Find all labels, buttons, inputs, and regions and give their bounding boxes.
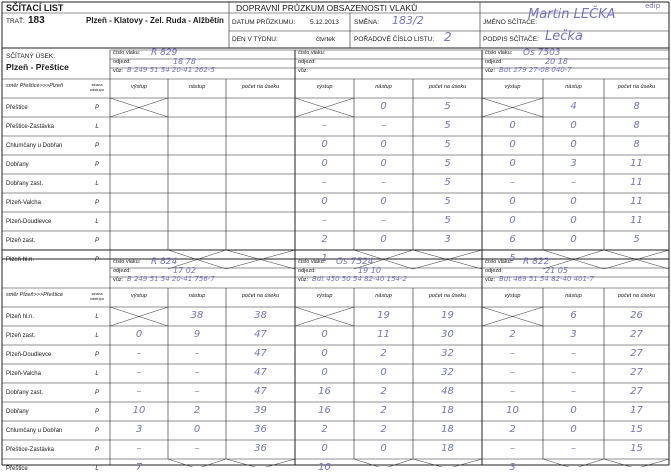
count-value: – <box>571 386 576 397</box>
trat-label: TRAŤ: <box>6 18 25 25</box>
count-value: 19 <box>441 310 454 321</box>
count-value: – <box>322 177 327 188</box>
count-value: 36 <box>254 424 267 435</box>
train-number-value: Os 7524 <box>336 257 374 267</box>
crossed-out-cell <box>295 307 354 326</box>
strana-label-1: strana nástupu <box>89 82 105 92</box>
departure-label: odjezd: <box>485 268 503 274</box>
count-value: 11 <box>630 177 643 188</box>
station-name: Plzeň zast. <box>6 333 36 339</box>
car-value: Bdt 279 27-08 040-7 <box>499 67 572 74</box>
datum-value: 5.12.2013 <box>310 19 339 26</box>
train-number-label: číslo vlaku: <box>298 259 326 265</box>
count-value: 18 <box>441 443 454 454</box>
count-value: 11 <box>630 196 643 207</box>
car-value: Bdt 469 51 54 82-40 401-7 <box>499 276 594 283</box>
count-value: – <box>571 443 576 454</box>
column-header-vystup: výstup <box>504 84 521 90</box>
count-value: 27 <box>630 367 643 378</box>
count-value: 0 <box>193 424 201 435</box>
boarding-side: L <box>95 466 99 472</box>
count-value: 2 <box>380 405 387 416</box>
station-name: Chlumčany u Dobřan <box>6 428 63 434</box>
count-value: 48 <box>441 386 454 397</box>
count-value: 15 <box>630 424 643 435</box>
boarding-side: P <box>94 390 99 396</box>
count-value: 5 <box>444 158 451 169</box>
count-value: 0 <box>570 196 577 207</box>
count-value: 8 <box>633 101 640 112</box>
count-value: 5 <box>444 196 451 207</box>
crossed-out-cell <box>354 459 413 467</box>
column-header-nastup: nástup <box>565 84 582 90</box>
column-header-pocet: počet na úseku <box>428 293 467 299</box>
train-number-value: R 822 <box>523 257 550 267</box>
count-value: 10 <box>132 405 146 416</box>
count-value: 9 <box>193 329 201 340</box>
count-value: – <box>571 367 576 378</box>
boarding-side: P <box>94 447 99 453</box>
count-value: – <box>510 443 515 454</box>
station-name: Dobřany zast. <box>6 181 44 187</box>
crossed-out-cell <box>168 459 226 467</box>
podpis-label: PODPIS SČÍTAČE: <box>483 36 539 43</box>
count-value: – <box>194 367 200 378</box>
car-value: B 249 51 54 20-41 756-7 <box>127 276 215 283</box>
count-value: – <box>136 443 142 454</box>
boarding-side: P <box>94 143 99 149</box>
column-header-vystup: výstup <box>316 84 333 90</box>
count-value: 0 <box>509 215 516 226</box>
station-name: Přeštice <box>6 105 28 111</box>
station-name: Přeštice-Zastávka <box>6 124 55 130</box>
station-name: Plzeň-Valcha <box>6 200 41 206</box>
count-value: 47 <box>254 367 267 378</box>
corner-mark: edip <box>645 2 661 10</box>
count-value: – <box>322 120 327 131</box>
count-value: 5 <box>444 215 451 226</box>
count-value: 19 <box>377 310 390 321</box>
count-value: 0 <box>509 120 516 131</box>
count-value: 47 <box>254 329 267 340</box>
count-value: 0 <box>135 329 143 340</box>
crossed-out-cell <box>226 459 295 467</box>
departure-value: 17 02 <box>173 266 196 275</box>
count-value: 6 <box>570 310 577 321</box>
count-value: 8 <box>633 120 640 131</box>
doc-title: DOPRAVNÍ PRŮZKUM OBSAZENOSTI VLAKŮ <box>236 3 418 13</box>
departure-value: 19 10 <box>358 266 381 275</box>
car-value: B 249 51 54 20-41 262-5 <box>127 67 215 74</box>
count-value: 5 <box>444 139 451 150</box>
datum-label: DATUM PRŮZKUMU: <box>232 19 296 26</box>
station-name: Přeštice-Zastávka <box>6 447 55 453</box>
column-header-nastup: nástup <box>188 84 206 90</box>
count-value: 0 <box>321 329 328 340</box>
count-value: – <box>510 386 515 397</box>
count-value: 2 <box>509 424 516 435</box>
column-header-nastup: nástup <box>565 293 582 299</box>
count-value: 26 <box>630 310 643 321</box>
count-value: 2 <box>380 348 387 359</box>
count-value: 16 <box>318 386 331 397</box>
jmeno-value: Martin LEČKA <box>528 7 616 22</box>
count-value: 2 <box>509 329 516 340</box>
count-value: 0 <box>380 443 387 454</box>
count-value: – <box>510 177 515 188</box>
column-header-vystup: výstup <box>131 84 147 90</box>
departure-label: odjezd: <box>298 59 316 65</box>
count-value: – <box>322 215 327 226</box>
crossed-out-cell <box>110 307 168 326</box>
doc-label: SČÍTACÍ LIST <box>6 3 64 13</box>
count-value: 8 <box>633 139 640 150</box>
column-header-nastup: nástup <box>188 293 206 299</box>
car-label: vůz: <box>298 277 309 283</box>
count-value: 0 <box>570 139 577 150</box>
count-value: 0 <box>509 139 516 150</box>
count-value: 18 <box>441 405 454 416</box>
car-value: Bdt 450 50 54 82-40 154-2 <box>312 276 407 283</box>
count-value: 3 <box>135 424 143 435</box>
departure-label: odjezd: <box>485 59 503 65</box>
boarding-side: L <box>95 124 99 130</box>
crossed-out-cell <box>543 459 604 467</box>
boarding-side: P <box>94 428 99 434</box>
count-value: 3 <box>444 234 451 245</box>
crossed-out-cell <box>413 459 482 467</box>
column-header-nastup: nástup <box>375 293 392 299</box>
count-value: 30 <box>441 329 454 340</box>
boarding-side: P <box>94 257 99 263</box>
count-value: – <box>381 120 386 131</box>
count-value: 0 <box>509 196 516 207</box>
count-value: – <box>194 348 200 359</box>
boarding-side: P <box>94 200 99 206</box>
car-label: vůz: <box>485 277 496 283</box>
count-value: 16 <box>318 405 331 416</box>
usek-value: Plzeň - Přeštice <box>6 62 69 72</box>
count-value: 0 <box>321 196 328 207</box>
smena-value: 183/2 <box>392 14 424 27</box>
count-value: 0 <box>321 348 328 359</box>
count-value: 0 <box>380 196 387 207</box>
count-value: 27 <box>630 329 643 340</box>
count-value: 38 <box>190 310 204 321</box>
train-number-label: číslo vlaku: <box>113 259 141 265</box>
podpis-value: Lečka <box>545 29 583 44</box>
count-value: 4 <box>570 101 577 112</box>
station-name: Dobřany zast. <box>6 390 44 396</box>
car-label: vůz: <box>113 277 124 283</box>
train-number-label: číslo vlaku: <box>485 259 513 265</box>
crossed-out-cell <box>482 98 543 117</box>
count-value: 1 <box>321 253 328 264</box>
crossed-out-cell <box>482 307 543 326</box>
boarding-side: P <box>94 409 99 415</box>
count-value: 0 <box>380 139 387 150</box>
station-name: Plzeň-Doudlevce <box>6 352 52 358</box>
count-value: – <box>136 348 142 359</box>
column-header-pocet: počet na úseku <box>617 293 656 299</box>
direction-label-1: směr Přeštice>>>Plzeň <box>6 83 64 89</box>
column-header-nastup: nástup <box>375 84 392 90</box>
count-value: – <box>571 348 576 359</box>
count-value: 32 <box>441 367 454 378</box>
count-value: – <box>194 386 200 397</box>
boarding-side: L <box>95 371 99 377</box>
count-value: 0 <box>570 120 577 131</box>
count-value: 11 <box>630 158 643 169</box>
usek-label: SČÍTANÝ ÚSEK: <box>6 53 56 60</box>
car-label: vůz: <box>298 68 309 74</box>
den-value: čtvrtek <box>316 36 336 43</box>
count-value: 3 <box>509 462 516 473</box>
count-value: 0 <box>380 234 387 245</box>
count-value: 5 <box>509 253 516 264</box>
count-value: – <box>194 443 200 454</box>
boarding-side: P <box>94 105 99 111</box>
count-value: 0 <box>570 424 577 435</box>
smena-label: SMĚNA: <box>354 19 379 26</box>
departure-label: odjezd: <box>113 59 131 65</box>
count-value: 27 <box>630 348 643 359</box>
boarding-side: P <box>94 162 99 168</box>
direction-label-2: směr Plzeň>>>Přeštice <box>6 292 64 298</box>
count-value: 5 <box>444 177 451 188</box>
count-value: – <box>510 348 515 359</box>
crossed-out-cell <box>604 459 669 467</box>
count-value: 15 <box>630 443 643 454</box>
count-value: 0 <box>570 405 577 416</box>
count-value: – <box>136 367 142 378</box>
train-number-label: číslo vlaku: <box>485 50 513 56</box>
car-label: vůz: <box>485 68 496 74</box>
count-value: 0 <box>321 158 328 169</box>
count-value: 11 <box>377 329 390 340</box>
trat-value: 183 <box>28 15 45 26</box>
count-value: 5 <box>633 234 640 245</box>
station-name: Plzeň-Valcha <box>6 371 41 377</box>
boarding-side: P <box>94 238 99 244</box>
car-label: vůz: <box>113 68 124 74</box>
station-name: Chlumčany u Dobřan <box>6 143 63 149</box>
count-value: 5 <box>444 120 451 131</box>
count-value: – <box>136 386 142 397</box>
count-value: 0 <box>380 367 387 378</box>
boarding-side: L <box>95 314 99 320</box>
boarding-side: P <box>94 352 99 358</box>
count-value: 17 <box>630 405 643 416</box>
count-value: 2 <box>321 424 328 435</box>
count-value: – <box>510 367 515 378</box>
count-value: 2 <box>380 386 387 397</box>
count-value: 2 <box>321 234 328 245</box>
count-value: 18 <box>441 424 454 435</box>
boarding-side: L <box>95 181 99 187</box>
column-header-vystup: výstup <box>131 293 147 299</box>
count-value: 6 <box>509 234 516 245</box>
station-name: Dobřany <box>6 409 29 415</box>
count-value: 0 <box>321 139 328 150</box>
strana-label-2: strana nástupu <box>89 291 105 301</box>
count-value: 3 <box>570 158 577 169</box>
den-label: DEN V TÝDNU: <box>232 36 278 43</box>
count-value: 32 <box>441 348 454 359</box>
count-value: 47 <box>254 386 267 397</box>
count-value: 11 <box>630 215 643 226</box>
jmeno-label: JMÉNO SČÍTAČE: <box>483 19 538 26</box>
count-value: 0 <box>570 234 577 245</box>
station-name: Plzeň-Doudlevce <box>6 219 52 225</box>
departure-value: 18 78 <box>173 57 196 66</box>
poradove-label: POŘADOVÉ ČÍSLO LISTU: <box>354 36 435 43</box>
crossed-out-cell <box>295 98 354 117</box>
column-header-pocet: počet na úseku <box>241 293 280 299</box>
count-value: 0 <box>321 367 328 378</box>
station-name: Plzeň hl.n. <box>6 257 35 263</box>
count-value: – <box>381 215 386 226</box>
station-name: Přeštice <box>6 466 28 472</box>
count-value: 7 <box>135 462 143 473</box>
station-name: Dobřany <box>6 162 29 168</box>
train-number-label: číslo vlaku: <box>113 50 141 56</box>
column-header-vystup: výstup <box>504 293 521 299</box>
crossed-out-cell <box>110 98 168 117</box>
column-header-pocet: počet na úseku <box>241 84 280 90</box>
station-name: Plzeň hl.n. <box>6 314 35 320</box>
count-value: 0 <box>321 443 328 454</box>
count-value: – <box>381 177 386 188</box>
departure-value: 20 18 <box>545 57 568 66</box>
count-value: 3 <box>570 329 577 340</box>
column-header-vystup: výstup <box>316 293 333 299</box>
count-value: 0 <box>380 158 387 169</box>
departure-label: odjezd: <box>113 268 131 274</box>
count-value: – <box>571 177 576 188</box>
route-name: Plzeň - Klatovy - Žel. Ruda - Alžbětín <box>86 17 224 25</box>
boarding-side: L <box>95 219 99 225</box>
column-header-pocet: počet na úseku <box>617 84 656 90</box>
count-value: 0 <box>509 158 516 169</box>
count-value: 10 <box>506 405 519 416</box>
count-value: 10 <box>318 462 331 473</box>
train-number-value: R 829 <box>151 48 178 58</box>
count-value: 0 <box>570 215 577 226</box>
count-value: 47 <box>254 348 267 359</box>
train-number-label: číslo vlaku: <box>298 50 326 56</box>
count-value: 0 <box>380 101 387 112</box>
train-number-value: R 824 <box>151 257 178 267</box>
poradove-value: 2 <box>444 30 452 44</box>
count-value: 2 <box>380 424 387 435</box>
count-value: 36 <box>254 443 267 454</box>
count-value: 39 <box>254 405 267 416</box>
column-header-pocet: počet na úseku <box>428 84 467 90</box>
station-name: Plzeň zast. <box>6 238 36 244</box>
count-value: 2 <box>193 405 201 416</box>
train-number-value: Os 7503 <box>523 48 561 58</box>
departure-value: 21 05 <box>545 266 568 275</box>
count-value: 38 <box>254 310 267 321</box>
count-value: 27 <box>630 386 643 397</box>
departure-label: odjezd: <box>298 268 316 274</box>
count-value: 5 <box>444 101 451 112</box>
boarding-side: L <box>95 333 99 339</box>
